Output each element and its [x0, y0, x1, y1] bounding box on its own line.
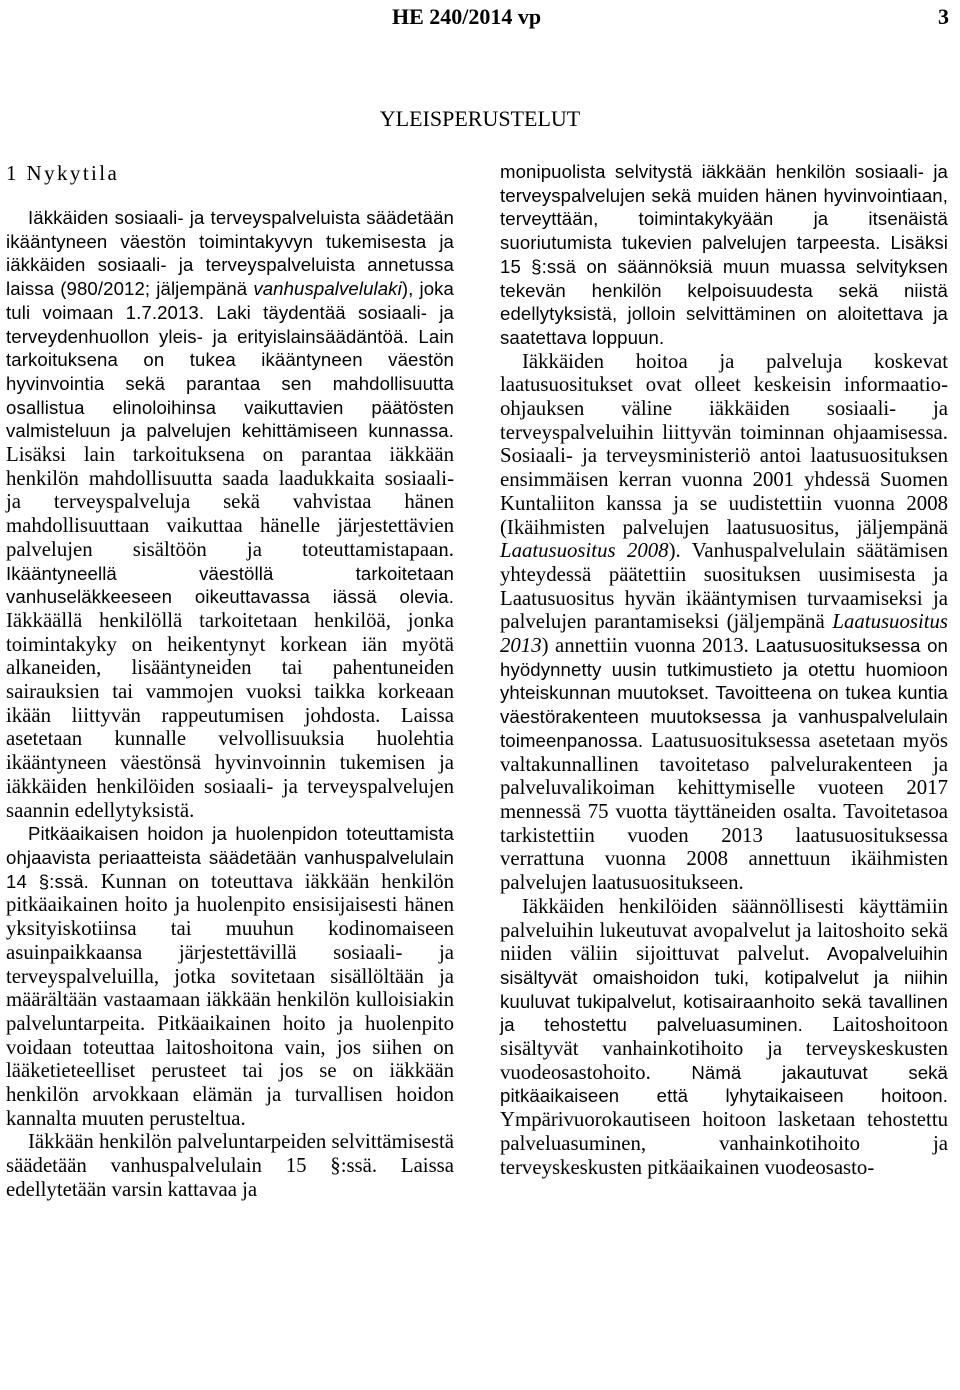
text-run: Iäkkään henkilön palveluntarpeiden selvittämisestä säädetään vanhuspalvelulain 15 §:ssä. Laissa edellytetään varsin kattavaa ja	[6, 1130, 454, 1201]
text-run: Ympärivuorokautiseen hoitoon lasketaan tehostettu palveluasuminen, vanhainkotihoito ja terveyskeskusten pitkäaikainen vuodeosasto-	[500, 1108, 948, 1179]
text-run: Iäkkäiden henkilöiden säännöllisesti käyttämiin palveluihin lukeutuvat avopalvelut ja laitoshoito sekä niiden väliin sijoittuvat palvelut.	[500, 894, 948, 966]
text-run: Nämä jakautuvat sekä pitkäaikaiseen että lyhytaikaiseen hoitoon.	[500, 1061, 948, 1107]
text-run: ), joka tuli voimaan 1.7.2013. Laki täydentää sosiaali- ja terveydenhuollon yleis- ja erityislainsäädäntöä. Lain tarkoituksena on tukea ikääntyneen väestön hyvinvointia sekä parantaa sen mahdollisuutta osallistua elinoloihinsa vaikuttavien päätösten valmisteluun ja palvelujen kehittämiseen kunnassa.	[6, 278, 454, 442]
text-run: ).	[668, 539, 681, 563]
text-run: Pitkäaikaisen hoidon ja huolenpidon toteuttamista ohjaavista periaatteista säädetään vanhuspalvelulain 14 §:ssä.	[6, 823, 454, 892]
italic-term: Laatusuositus 2013	[500, 610, 948, 658]
italic-term: Laatusuositus 2008	[500, 539, 669, 563]
text-run: Laitoshoitoon sisältyvät vanhainkotihoito ja terveyskeskusten vuodeosastohoito.	[500, 1013, 948, 1084]
paragraph-quality-recommendations	[500, 350, 948, 895]
section-title: YLEISPERUSTELUT	[379, 106, 581, 131]
italic-term: vanhuspalvelulaki	[253, 278, 402, 300]
text-run: Pitkäaikainen hoito ja huolenpito voidaan toteuttaa laitoshoitona vain, jos siihen on lääketieteelliset perusteet tai jos se on iäkkään henkilön arvokkaan elämän ja turvallisen hoidon kannalta muuten perusteltua.	[6, 1011, 454, 1130]
paragraph-services	[500, 895, 948, 1179]
text-run: ) annettiin vuonna 2013.	[541, 634, 749, 658]
text-run: Kunnan on toteuttava iäkkään henkilön pitkäaikainen hoito ja huolenpito ensisijaisesti hänen yksityiskotiinsa tai muuhun kodinomaiseen asuinpaikkaansa järjestettävillä sosiaali- ja terveyspalveluilla, jotka sovitetaan sisällöltään ja määrältään vastaamaan iäkkään henkilön kulloisiakin palveluntarpeita.	[6, 869, 454, 1035]
right-column	[500, 160, 948, 1179]
document-id: HE 240/2014 vp	[392, 4, 542, 29]
paragraph-long-term-care	[6, 822, 454, 1130]
text-run: Tavoitetasoa tarkistettiin vuoden 2013 laatusuosituksessa verrattuna vuonna 2008 annettuun ikäihmisten palvelujen laatusuositukseen.	[500, 799, 948, 895]
paragraph-continuation	[500, 160, 948, 350]
paragraph-intro	[6, 206, 454, 822]
running-header	[0, 2, 960, 32]
text-run: Vanhuspalvelulain säätämisen yhteydessä päätettiin suosituksen uusimisesta ja Laatusuositus hyvän ikääntymisen turvaamiseksi ja palvelujen parantamiseksi (jäljempänä	[500, 539, 948, 634]
text-run: Ikääntyneellä väestöllä tarkoitetaan vanhuseläkkeeseen oikeuttavassa iässä olevia.	[6, 562, 454, 608]
text-run: monipuolista selvitystä iäkkään henkilön sosiaali- ja terveyspalvelujen sekä muiden hänen hyvinvointiaan, terveyttään, toimintakykyään ja itsenäistä suoriutumista tukevien palvelujen tarpeesta. Lisäksi 15 §:ssä on säännöksiä muun muassa selvityksen tekevän henkilön kelpoisuudesta sekä niistä edellytyksistä, jolloin selvittäminen on aloitettava ja saatettava loppuun.	[500, 161, 948, 348]
text-run: Laatusuosituksessa asetetaan myös valtakunnallinen tavoitetaso palvelurakenteen ja palveluvalikoiman kehittymiselle vuoteen 2017 mennessä 75 vuotta täyttäneiden osalta.	[500, 728, 948, 823]
section-heading: 1 Nykytila	[6, 161, 120, 185]
text-run: Laatusuosituksessa on hyödynnetty uusin tutkimustieto ja otettu huomioon yhteiskunnan muutokset. Tavoitteena on tukea kuntia väestörakenteen muutoksessa ja vanhuspalvelulain toimeenpanossa.	[500, 635, 948, 751]
page-number: 3	[938, 4, 949, 29]
text-run: Lisäksi lain tarkoituksena on parantaa iäkkään henkilön mahdollisuutta saada laadukkaita sosiaali- ja terveyspalveluja sekä vahvistaa hänen mahdollisuuttaan vaikuttaa hänelle järjestettävien palvelujen sisältöön ja toteuttamistapaan.	[6, 443, 454, 561]
text-run: Avopalveluihin sisältyvät omaishoidon tuki, kotipalvelut ja niihin kuuluvat tukipalvelut, kotisairaanhoito sekä tavallinen ja tehostettu palveluasuminen.	[500, 943, 948, 1036]
text-run: Iäkkäällä henkilöllä tarkoitetaan henkilöä, jonka toimintakyky on heikentynyt korkean iän myötä alkaneiden, lisääntyneiden tai pahentuneiden sairauksien tai vammojen vuoksi taikka korkeaan ikään liittyvän rappeutumisen johdosta. Laissa asetetaan kunnalle velvollisuuksia huolehtia ikääntyneen väestönsä hyvinvoinnin tukemisen ja iäkkäiden henkilöiden sosiaali- ja terveyspalvelujen saannin edellytyksistä.	[6, 608, 454, 822]
left-column	[6, 206, 454, 1202]
paragraph-service-needs	[6, 1130, 454, 1201]
text-run: Iäkkäiden sosiaali- ja terveyspalveluista säädetään ikääntyneen väestön toimintakyvyn tukemisesta ja iäkkäiden sosiaali- ja terveyspalveluista annetussa laissa (980/2012; jäljempänä	[6, 207, 454, 300]
text-run: Iäkkäiden hoitoa ja palveluja koskevat laatusuositukset ovat olleet keskeisin informaatio-ohjauksen väline iäkkäiden sosiaali- ja terveyspalveluihin liittyvän toiminnan ohjaamisessa.	[500, 349, 948, 444]
text-run: Sosiaali- ja terveysministeriö antoi laatusuosituksen ensimmäisen kerran vuonna 2001 yhdessä Suomen Kuntaliiton kanssa ja se uudistettiin vuonna 2008 (Ikäihmisten palvelujen laatusuositus, jäljempänä	[500, 444, 948, 539]
